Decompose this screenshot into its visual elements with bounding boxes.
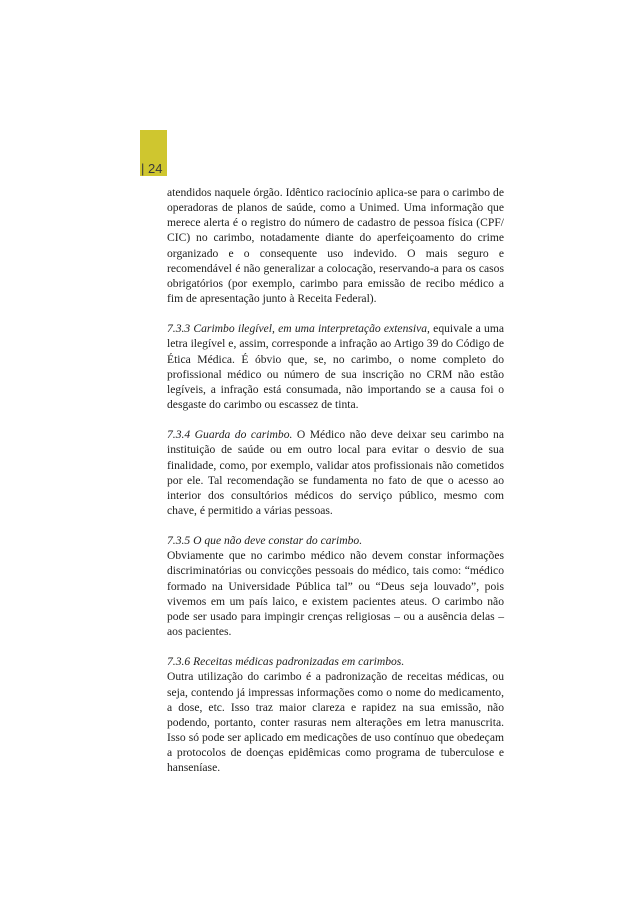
section-7-3-5-body: Obviamente que no carimbo médico não devem constar informações discriminatórias ou convicções pessoais do médico, tais como: “médico formado na Universidade Pública tal” ou “Deus seja louvado”, pois vivemos em um país laico, e existem pacientes ateus. O carimbo não pode ser usado para impingir crenças religiosas – ou a ausência delas – aos pacientes. [167, 549, 504, 639]
section-7-3-6-title: 7.3.6 Receitas médicas padronizadas em carimbos. [167, 655, 405, 669]
section-7-3-3-body: equivale a uma letra ilegível e, assim, corresponde a infração ao Artigo 39 do Código de Ética Médica. É óbvio que, se, no carimbo, o nome completo do profissional médico ou número de sua inscrição no CRM não estão legíveis, a infração está consumada, não importando se a causa foi o desgaste do carimbo ou escassez de tinta. [167, 322, 504, 412]
section-7-3-6-body: Outra utilização do carimbo é a padronização de receitas médicas, ou seja, contendo já impressas informações como o nome do medicamento, a dose, etc. Isso traz maior clareza e rapidez na sua emissão, não podendo, portanto, conter rasuras nem alterações em letra manuscrita. Isso só pode ser aplicado em medicações de uso contínuo que obedeçam a protocolos de doenças epidêmicas como programa de tuberculose e hanseníase. [167, 670, 504, 775]
section-7-3-3 [167, 321, 504, 412]
section-7-3-4-body: O Médico não deve deixar seu carimbo na instituição de saúde ou em outro local para evitar o desvio de sua finalidade, como, por exemplo, validar atos profissionais não cometidos por ele. Tal recomendação se fundamenta no fato de que o acesso ao interior dos consultórios médicos do serviço público, mesmo com chave, é permitido a várias pessoas. [167, 428, 504, 517]
section-7-3-5-title: 7.3.5 O que não deve constar do carimbo. [167, 534, 363, 548]
section-7-3-3-title: 7.3.3 Carimbo ilegível, em uma interpretação extensiva, [167, 322, 430, 336]
body-text [167, 185, 504, 775]
section-7-3-4-title: 7.3.4 Guarda do carimbo. [167, 428, 293, 442]
section-7-3-6 [167, 654, 504, 775]
paragraph-intro: atendidos naquele órgão. Idêntico raciocínio aplica-se para o carimbo de operadoras de planos de saúde, como a Unimed. Uma informação que merece alerta é o registro do número de cadastro de pessoa física (CPF/ CIC) no carimbo, notadamente diante do aperfeiçoamento do crime organizado e o consequente uso indevido. O mais seguro e recomendável é não generalizar a colocação, reservando-a para os casos obrigatórios (por exemplo, carimbo para emissão de recibo médico a fim de apresentação junto à Receita Federal). [167, 186, 504, 306]
page-number: | 24 [141, 161, 163, 176]
section-7-3-4 [167, 427, 504, 518]
section-7-3-5 [167, 533, 504, 639]
